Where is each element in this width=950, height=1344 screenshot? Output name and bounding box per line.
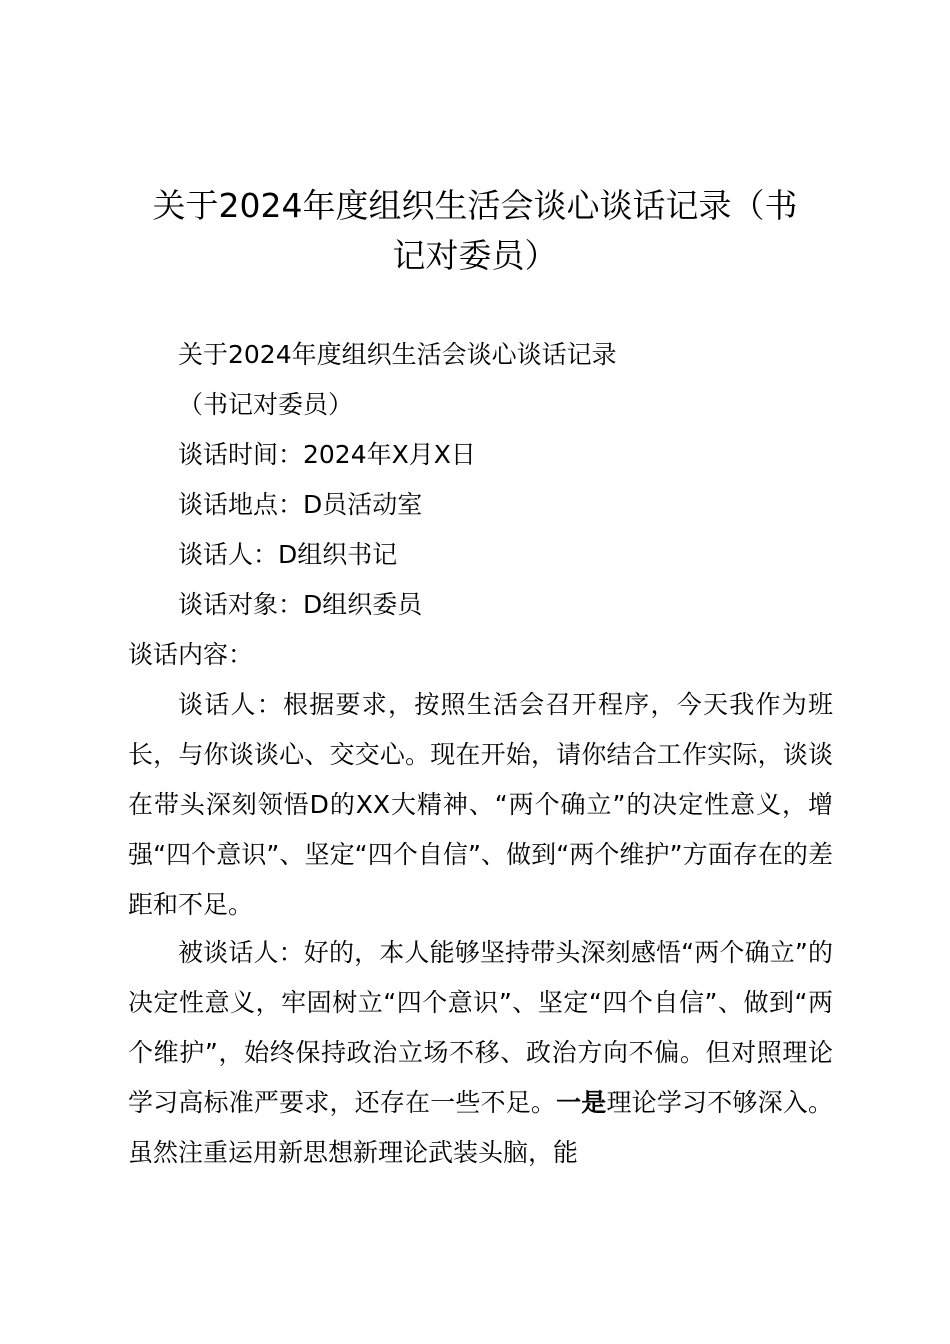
meeting-place: 谈话地点：D员活动室 — [178, 490, 423, 519]
meeting-target: 谈话对象：D组织委员 — [178, 590, 423, 619]
header-title-line-1: 关于2024年度组织生活会谈心谈话记录 — [178, 340, 617, 369]
point-one-text: 理论学习不够深入。虽然注重运用新思想新理论武装头脑，能 — [128, 1088, 833, 1167]
content-label: 谈话内容： — [128, 640, 254, 669]
document-title-line-2: 记对委员） — [392, 236, 558, 275]
document-title-line-1: 关于2024年度组织生活会谈心谈话记录（书 — [152, 186, 798, 225]
paragraph-speaker: 谈话人：根据要求，按照生活会召开程序，今天我作为班长，与你谈谈心、交交心。现在开始，请你结合工作实际，谈谈在带头深刻领悟D的XX大精神、“两个确立”的决定性意义，增强“四个意识”、坚定“四个自信”、做到“两个维护”方面存在的差距和不足。 — [128, 690, 833, 919]
point-one-label: 一是 — [556, 1088, 607, 1117]
paragraph-respondent-text: 被谈话人：好的，本人能够坚持带头深刻感悟“两个确立”的决定性意义，牢固树立“四个意识”、坚定“四个自信”、做到“两个维护”，始终保持政治立场不移、政治方向不偏。但对照理论学习高标准严要求，还存在一些不足。 — [128, 938, 833, 1117]
meeting-speaker: 谈话人：D组织书记 — [178, 540, 398, 569]
paragraph-respondent — [128, 928, 833, 1178]
header-title-line-2: （书记对委员） — [178, 390, 354, 419]
meeting-time: 谈话时间：2024年X月X日 — [178, 440, 476, 469]
